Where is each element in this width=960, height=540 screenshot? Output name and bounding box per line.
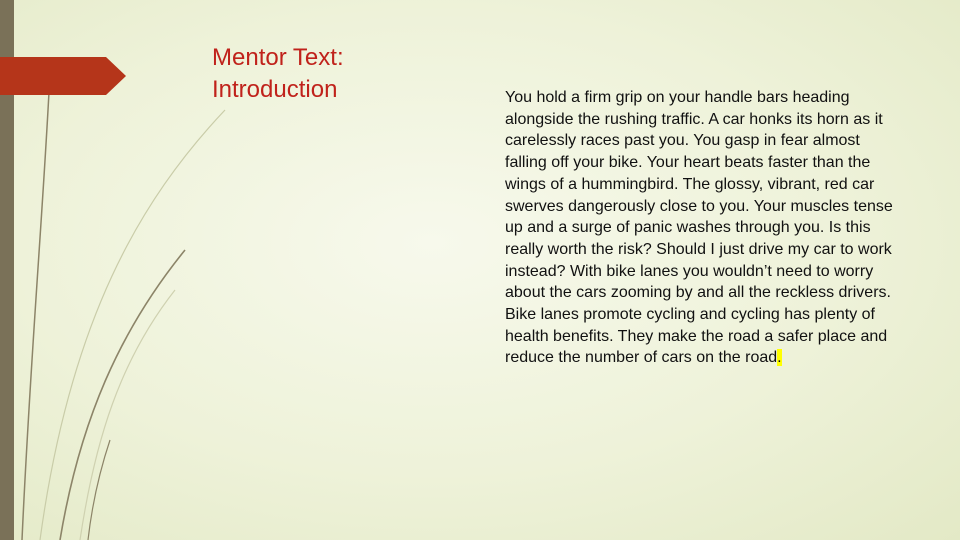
title-line-1: Mentor Text: <box>212 44 344 71</box>
body-text: You hold a firm grip on your handle bars heading alongside the rushing traffic. A car honks its horn as it carelessly races past you. You gasp in fear almost falling off your bike. Your heart beats faster than the wings of a hummingbird. The glossy, vibrant, red car swerves dangerously close to you. Your muscles tense up and a surge of panic washes through you. Is this really worth the risk? Should I just drive my car to work instead? With bike lanes you wouldn’t need to worry about the cars zooming by and all the reckless drivers. Bike lanes promote cycling and cycling has plenty of health benefits. They make the road a safer place and reduce the number of cars on the road <box>505 89 893 367</box>
title-line-2: Introduction <box>212 76 338 103</box>
body-paragraph <box>505 87 905 369</box>
slide-title <box>212 42 452 106</box>
title-arrow-shape <box>0 57 130 95</box>
highlighted-period: . <box>777 349 782 367</box>
